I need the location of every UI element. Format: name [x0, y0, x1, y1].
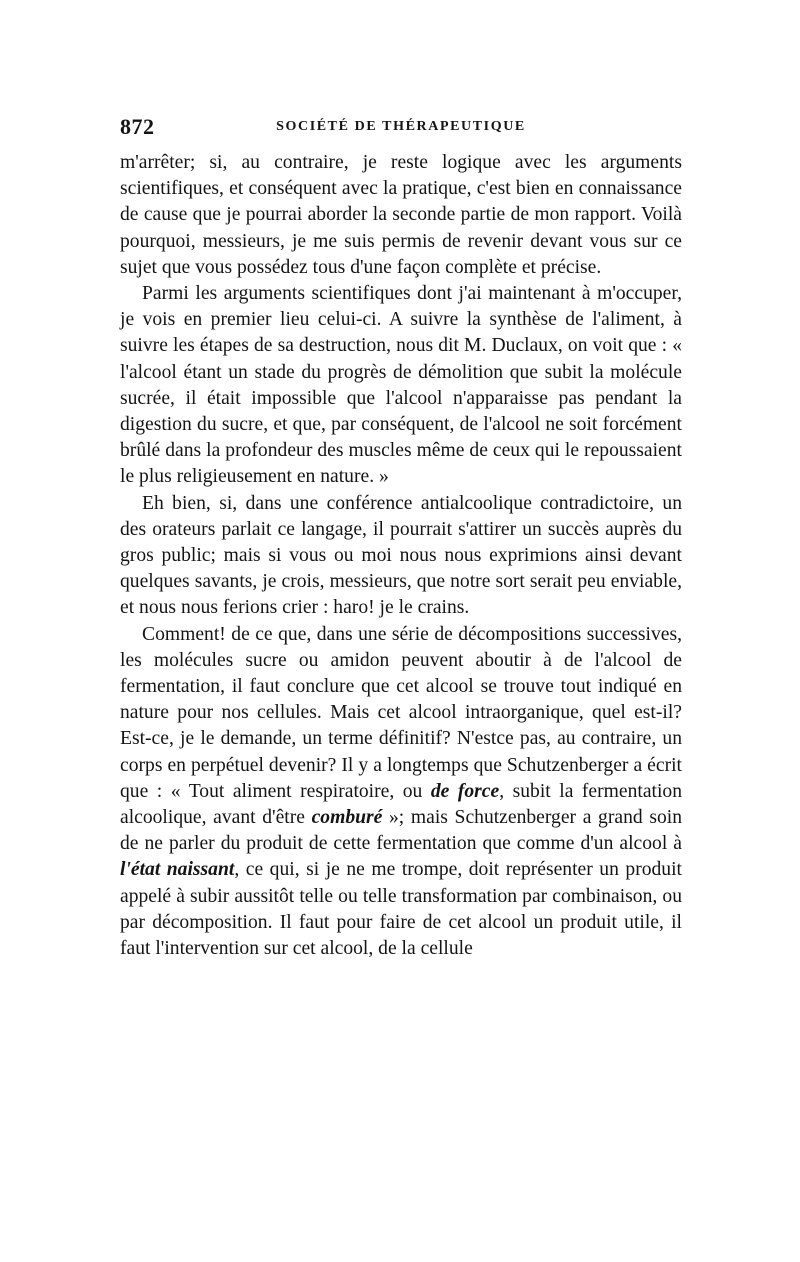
- paragraph-text: , ce qui, si je ne me trompe, doit représenter un produit appelé à subir aussitôt telle ou telle transformation par combinaison, ou par décomposition. Il faut pour faire de cet alcool un produit utile, il faut l'intervention sur cet alcool, de la cellule: [120, 859, 682, 960]
- paragraph-text: m'arrêter; si, au contraire, je reste logique avec les arguments scientifiques, et conséquent avec la pratique, c'est bien en connaissance de cause que je pourrai aborder la seconde partie de mon rapport. Voilà pourquoi, messieurs, je me suis permis de revenir devant vous sur ce sujet que vous possédez tous d'une façon complète et précise.: [120, 152, 682, 278]
- page-number: 872: [120, 114, 155, 139]
- running-head: SOCIÉTÉ DE THÉRAPEUTIQUE: [276, 119, 526, 134]
- italic-text: l'état naissant: [120, 859, 235, 881]
- paragraph-text: , subit la fermentation alcoolique, avant d'être: [120, 780, 682, 829]
- paragraph-text: Eh bien, si, dans une conférence antialcoolique contradictoire, un des orateurs parlait ce langage, il pourrait s'attirer un succès auprès du gros public; mais si vous ou moi nous nous exprimions ainsi devant quelques savants, je crois, messieurs, que notre sort serait peu enviable, et nous nous ferions crier : haro! je le crains.: [120, 492, 682, 619]
- italic-text: de force: [430, 780, 500, 802]
- body-text: [120, 150, 682, 962]
- page-header: [120, 114, 682, 144]
- italic-text: comburé: [311, 807, 383, 829]
- paragraph-text: Comment! de ce que, dans une série de décompositions successives, les molécules sucre ou amidon peuvent aboutir à de l'alcool de fermentation, il faut conclure que cet alcool se trouve tout indiqué en nature pour nos cellules. Mais cet alcool intraorganique, quel est-il? Est-ce, je le demande, un terme définitif? N'estce pas, au contraire, un corps en perpétuel devenir? Il y a longtemps que Schutzenberger a écrit que : « Tout aliment respiratoire, ou: [120, 623, 682, 802]
- paragraph-text: Parmi les arguments scientifiques dont j'ai maintenant à m'occuper, je vois en premier lieu celui-ci. A suivre la synthèse de l'aliment, à suivre les étapes de sa destruction, nous dit M. Duclaux, on voit que : « l'alcool étant un stade du progrès de démolition que subit la molécule sucrée, il était impossible que l'alcool n'apparaisse pas pendant la digestion du sucre, et que, par conséquent, de l'alcool ne soit forcément brûlé dans la profondeur des muscles même de ceux qui le repoussaient le plus religieusement en nature. »: [120, 283, 682, 488]
- paragraph: [120, 150, 682, 281]
- paragraph: [120, 281, 682, 491]
- paragraph-text: »; mais Schutzenberger a grand soin de ne parler du produit de cette fermentation que comme d'un alcool à: [120, 807, 682, 855]
- paragraph: [120, 622, 682, 963]
- paragraph: [120, 491, 682, 622]
